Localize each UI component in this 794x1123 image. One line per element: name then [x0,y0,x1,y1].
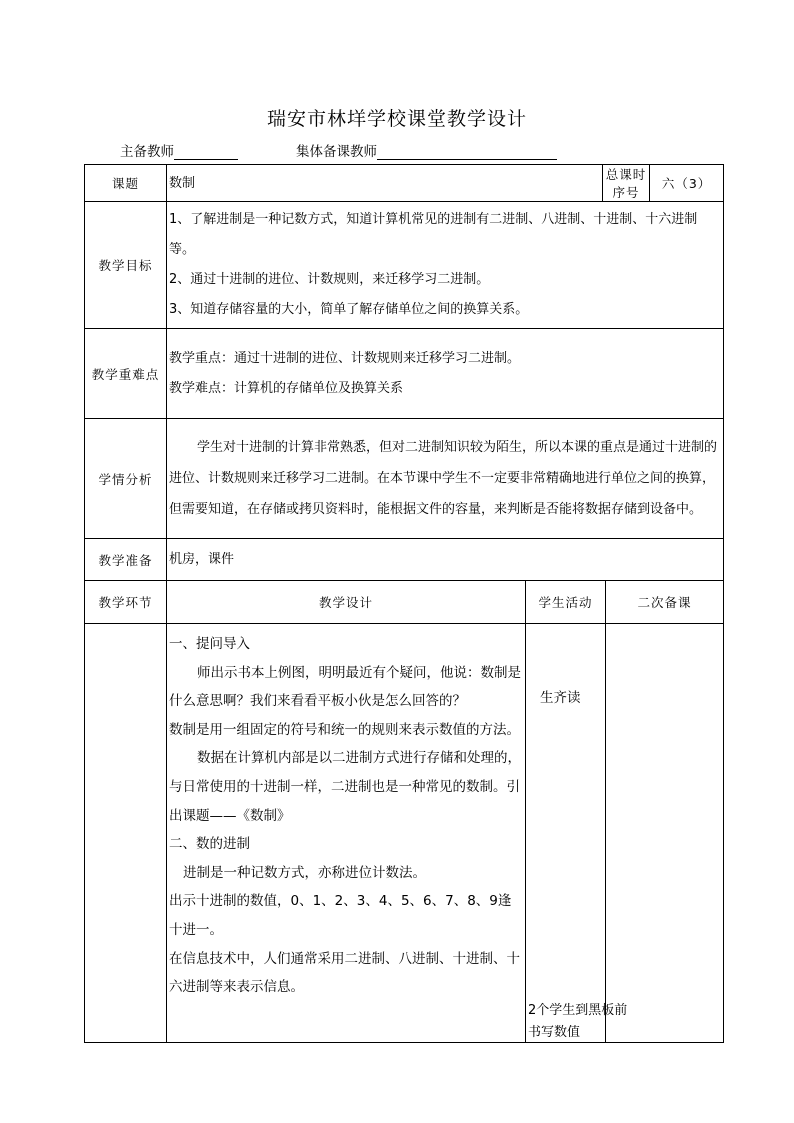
lesson-plan-table [84,164,724,1043]
activity-text: 2个学生到黑板前书写数值 [528,1003,628,1040]
second-prep-cell [606,624,724,1043]
prep-value: 机房，课件 [167,539,724,581]
activity-cell [526,624,628,1043]
period-value: 六（3） [650,165,724,202]
col-activity: 学生活动 [526,581,606,624]
design-paragraph: 进制是一种记数方式，亦称进位计数法。 [183,864,426,881]
col-design: 教学设计 [167,581,526,624]
design-paragraph: 师出示书本上例图，明明最近有个疑问，他说：数制是什么意思啊？我们来看看平板小伙是怎么回答的？ [169,664,521,710]
group-teacher [296,140,557,158]
period-label: 总课时序号 [603,165,650,202]
activity-text: 生齐读 [540,690,581,706]
goal-item: 2、通过十进制的进位、计数规则，来迁移学习二进制。 [169,272,490,287]
section-heading: 二、数的进制 [169,836,250,853]
column-header-row [85,581,724,624]
stage-cell [85,624,167,1043]
design-paragraph: 在信息技术中，人们通常采用二进制、八进制、十进制、十六进制等来表示信息。 [169,950,520,996]
focus-text: 教学重点：通过十进制的进位、计数规则来迁移学习二进制。 [169,350,521,366]
lead-teacher-label: 主备教师 [120,144,174,160]
analysis-row [85,419,724,539]
design-paragraph: 数据在计算机内部是以二进制方式进行存储和处理的，与日常使用的十进制一样，二进制也是一种常见的数制。引出课题——《数制》 [169,750,521,824]
goal-item: 3、知道存储容量的大小，简单了解存储单位之间的换算关系。 [169,302,529,317]
col-stage: 教学环节 [85,581,167,624]
key-points-label: 教学重难点 [85,329,167,419]
difficulty-text: 教学难点：计算机的存储单位及换算关系 [169,380,404,396]
topic-label: 课题 [85,165,167,202]
key-points-content [167,329,724,419]
design-paragraph: 出示十进制的数值，0、1、2、3、4、5、6、7、8、9逢十进一。 [169,893,512,938]
col-second: 二次备课 [606,581,724,624]
design-content [167,624,526,1043]
prep-row [85,539,724,581]
analysis-text: 学生对十进制的计算非常熟悉，但对二进制知识较为陌生，所以本课的重点是通过十进制的进位、计数规则来迁移学习二进制。在本节课中学生不一定要非常精确地进行单位之间的换算，但需要知道，在存储或拷贝资料时，能根据文件的容量，来判断是否能将数据存储到设备中。 [169,440,718,517]
group-teacher-label: 集体备课教师 [296,144,377,160]
topic-value: 数制 [167,165,603,202]
analysis-label: 学情分析 [85,419,167,539]
goals-content [167,202,724,329]
lead-teacher [120,140,238,158]
goal-item: 1、了解进制是一种记数方式，知道计算机常见的进制有二进制、八进制、十进制、十六进制等。 [169,212,698,257]
design-row [85,624,724,1043]
design-paragraph: 数制是用一组固定的符号和统一的规则来表示数值的方法。 [169,721,520,738]
goals-label: 教学目标 [85,202,167,329]
lead-teacher-blank [174,145,238,160]
goals-row [85,202,724,329]
group-teacher-blank [377,145,557,160]
key-points-row [85,329,724,419]
prep-label: 教学准备 [85,539,167,581]
topic-row [85,165,724,202]
page-title: 瑞安市林垟学校课堂教学设计 [266,108,527,130]
section-heading: 一、提问导入 [169,636,250,652]
